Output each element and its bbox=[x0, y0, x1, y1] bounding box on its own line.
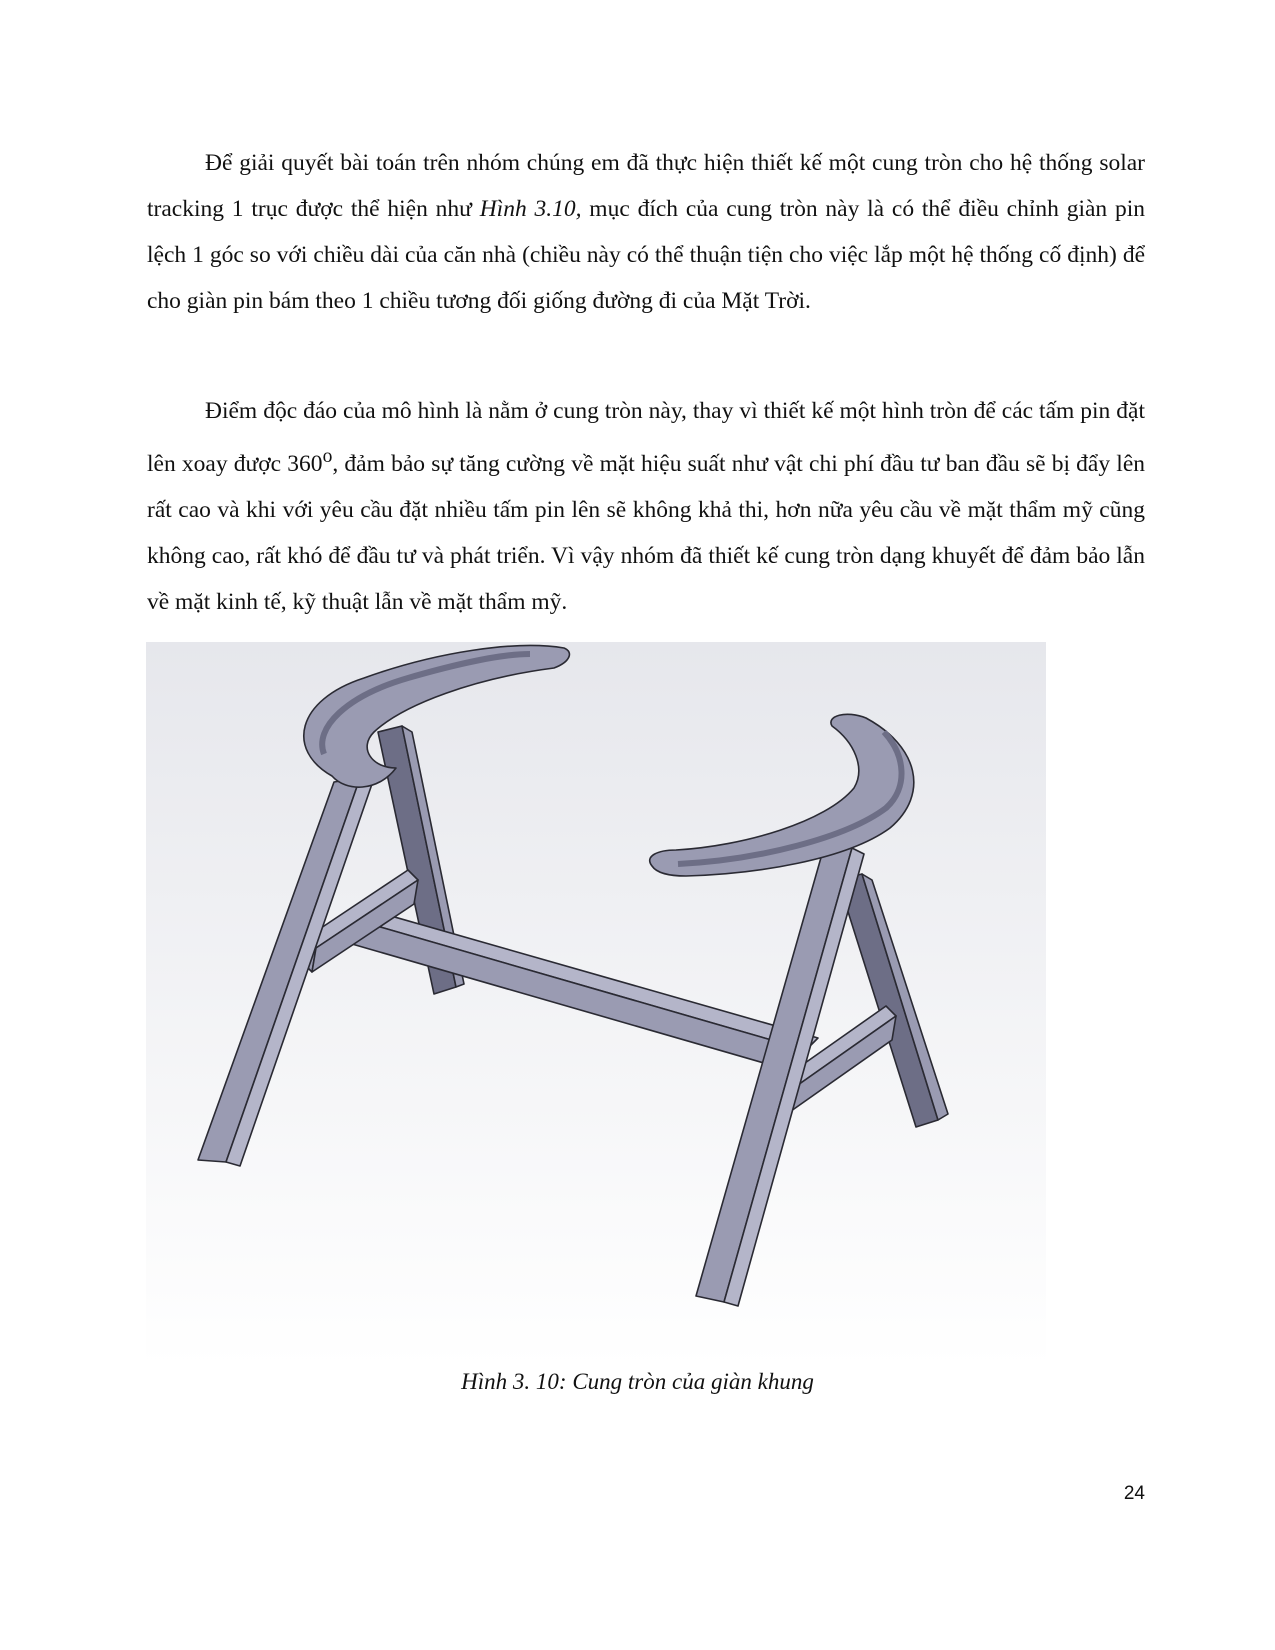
figure-reference: Hình 3.10, bbox=[479, 196, 582, 222]
degree-superscript: o bbox=[322, 446, 333, 467]
paragraph-1 bbox=[147, 140, 1145, 324]
paragraph-1-text-end: mục đích của cung tròn này là có thể điều chỉnh giàn pin lệch 1 góc so với chiều dài của căn nhà (chiều này có thể thuận tiện cho việc lắp một hệ thống cố định) để cho giàn pin bám theo 1 chiều tương đối giống đường đi của Mặt Trời. bbox=[147, 196, 1145, 314]
paragraph-2 bbox=[147, 388, 1145, 625]
figure-caption: Hình 3. 10: Cung tròn của giàn khung bbox=[461, 1369, 814, 1394]
figure-3-10 bbox=[146, 642, 1046, 1367]
paragraph-1-text-start: Để giải quyết bài toán trên nhóm chúng em đã thực hiện thiết kế một cung tròn cho hệ thống solar tracking 1 trục được thể hiện như bbox=[147, 150, 1145, 222]
paragraph-2-text-end: , đảm bảo sự tăng cường về mặt hiệu suất như vật chi phí đầu tư ban đầu sẽ bị đẩy lên rất cao và khi với yêu cầu đặt nhiều tấm pin lên sẽ không khả thi, hơn nữa yêu cầu về mặt thẩm mỹ cũng không cao, rất khó để đầu tư và phát triển. Vì vậy nhóm đã thiết kế cung tròn dạng khuyết để đảm bảo lẫn về mặt kinh tế, kỹ thuật lẫn về mặt thẩm mỹ. bbox=[147, 450, 1146, 615]
paragraph-2-text-start: Điểm độc đáo của mô hình là nằm ở cung tròn này, thay vì thiết kế một hình tròn để các tấm pin đặt lên xoay được 360 bbox=[147, 398, 1145, 477]
page-number: 24 bbox=[1123, 1483, 1145, 1504]
frame-render bbox=[146, 642, 1046, 1367]
